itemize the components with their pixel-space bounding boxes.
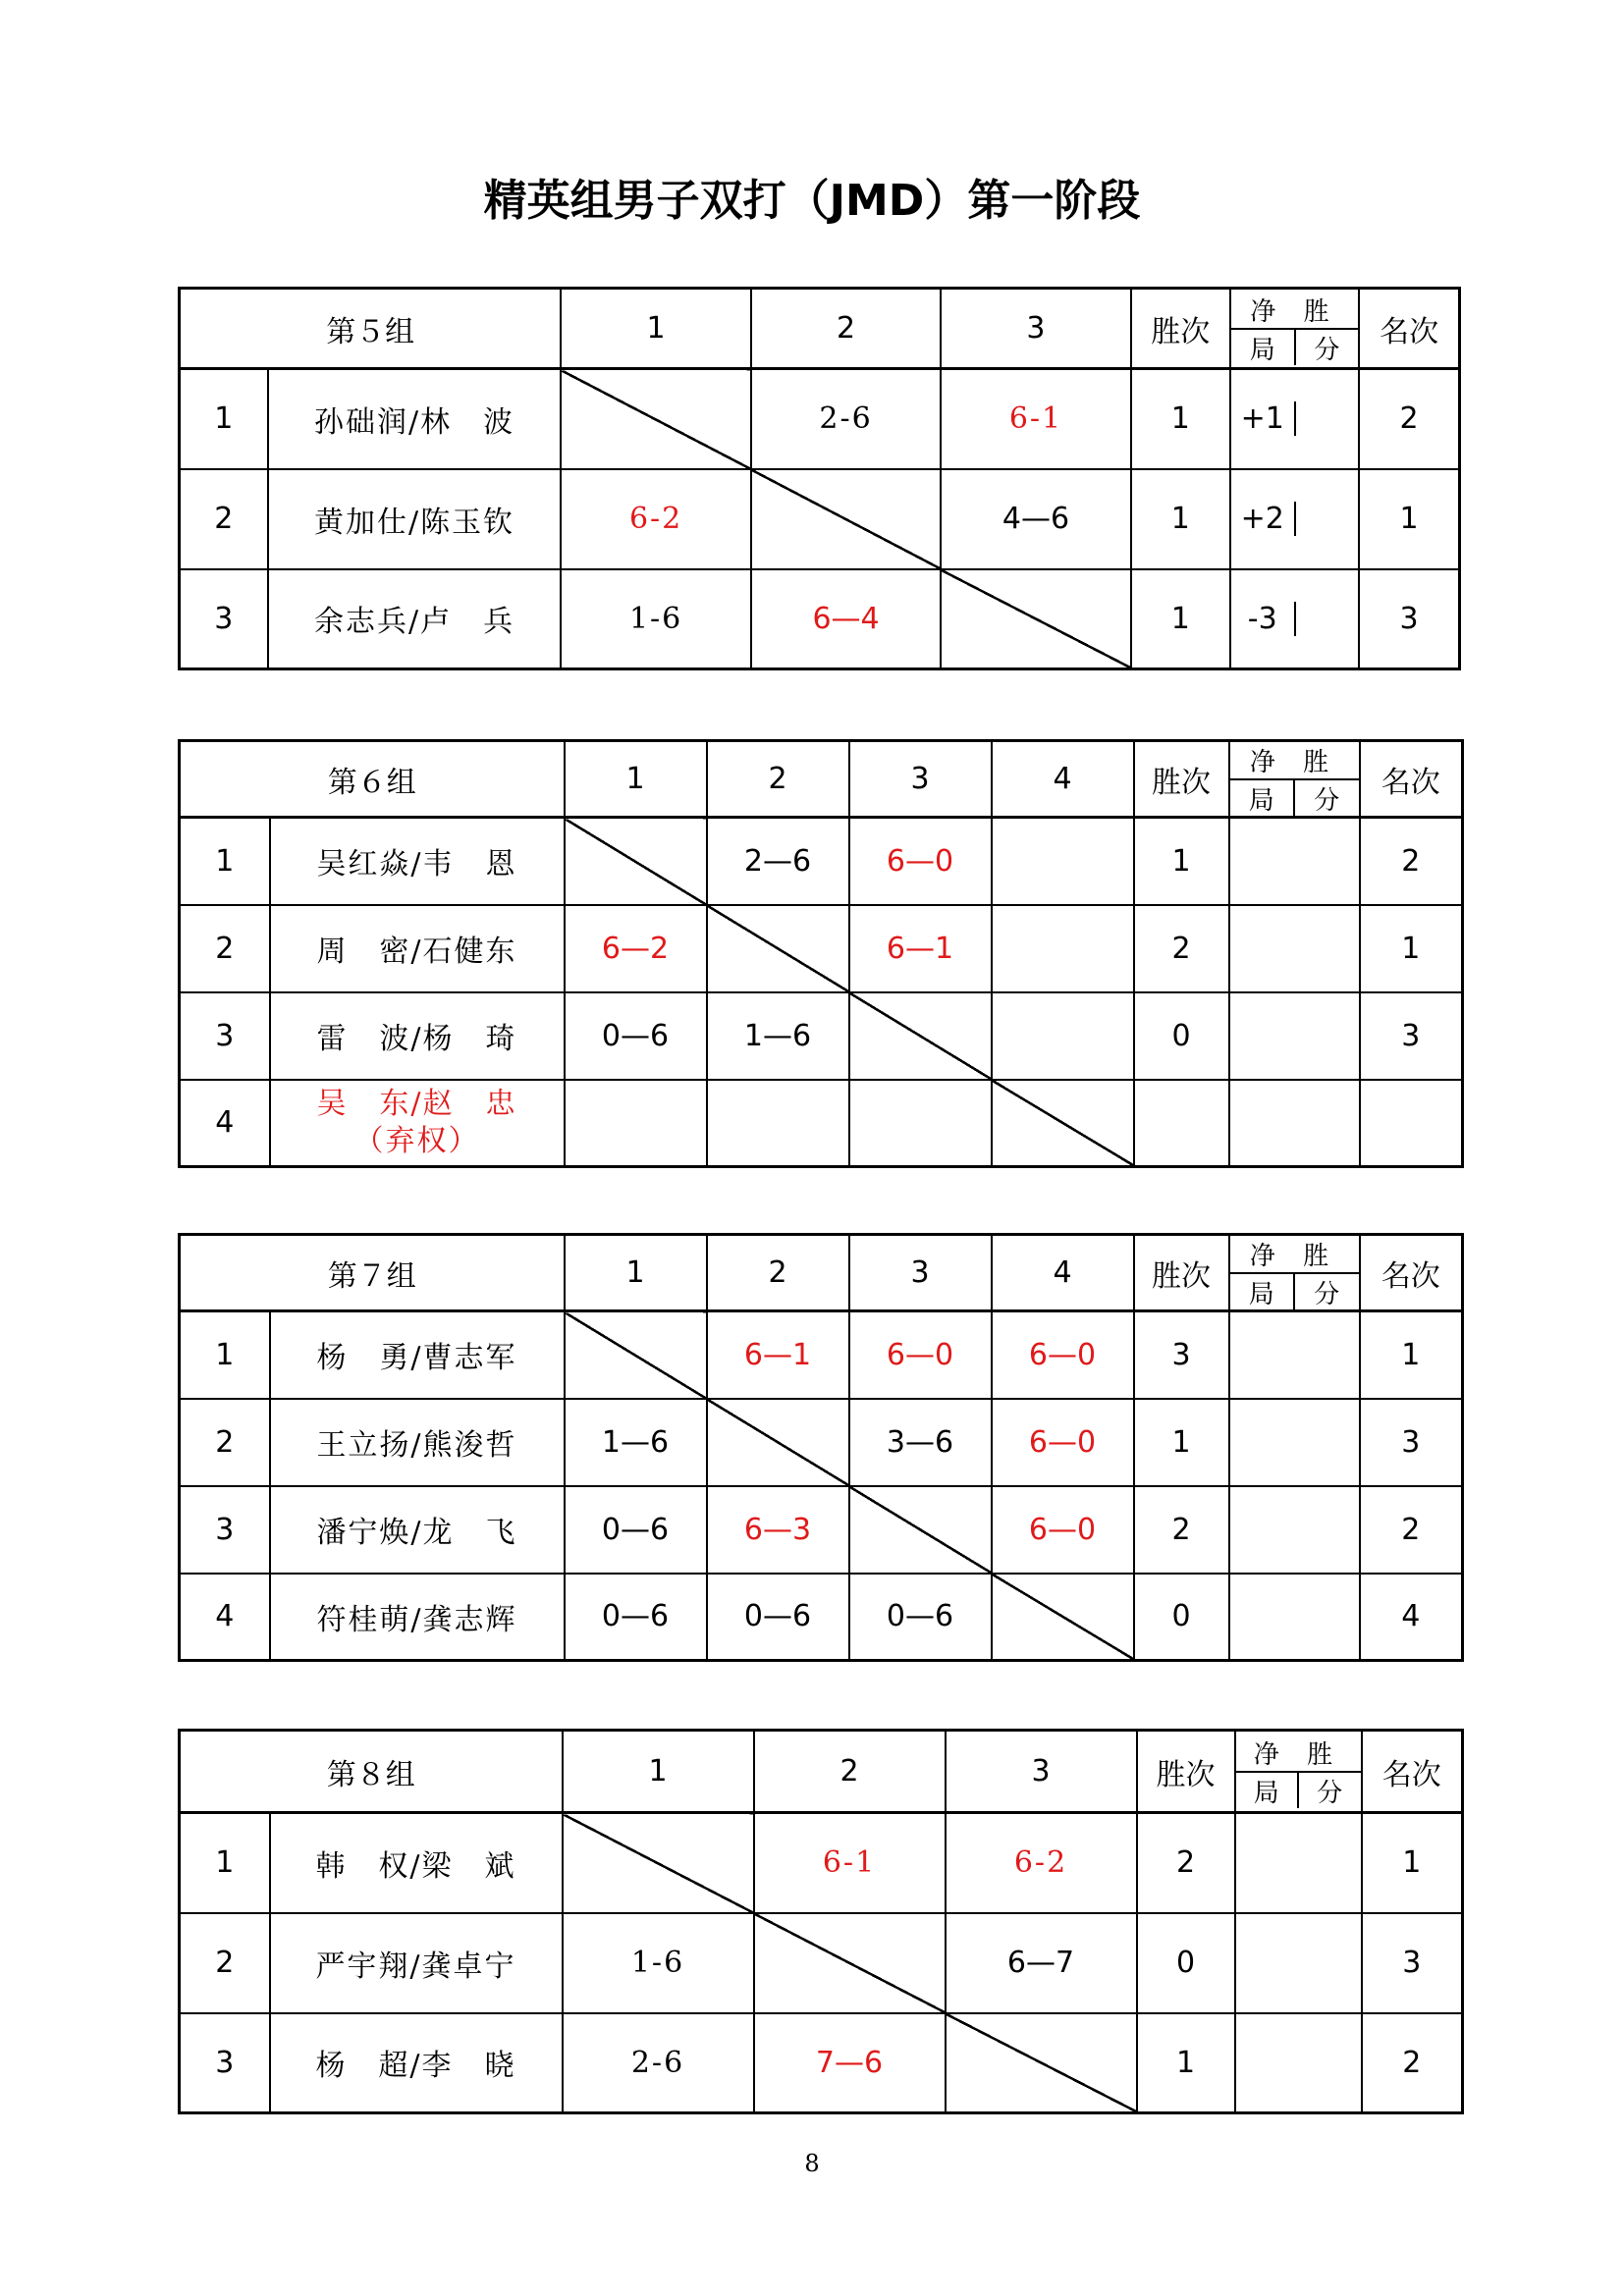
rank-cell: 1 (1362, 1813, 1463, 1913)
rank-cell: 2 (1362, 2013, 1463, 2113)
score-cell: 4—6 (941, 469, 1130, 569)
score-cell: 6—0 (849, 818, 992, 905)
score-cell: 6—4 (751, 569, 941, 669)
team-name: 周 密/石健东 (270, 905, 565, 992)
table-row (180, 1311, 1463, 1399)
row-number: 1 (180, 818, 270, 905)
wins-header: 胜次 (1131, 289, 1230, 369)
team-note: （弃权） (353, 1123, 480, 1158)
net-cell (1229, 1574, 1360, 1661)
team-name: 杨 勇/曹志军 (270, 1311, 565, 1399)
self-cell (992, 1080, 1134, 1167)
rank-cell: 3 (1362, 1913, 1463, 2013)
score-cell (707, 1080, 849, 1167)
row-number: 1 (180, 369, 268, 469)
score-cell: 6-2 (561, 469, 750, 569)
self-cell (565, 1311, 707, 1399)
self-cell (849, 992, 992, 1080)
net-games-cell: +1 (1231, 401, 1296, 436)
net-points-cell (1296, 602, 1359, 636)
score-cell (992, 905, 1134, 992)
table-row (180, 992, 1463, 1080)
net-header-label: 净 胜 (1253, 1740, 1343, 1770)
team-name: 王立扬/熊浚哲 (270, 1399, 565, 1486)
net-cell (1229, 992, 1360, 1080)
rank-cell: 2 (1360, 1486, 1463, 1574)
group-6-table (178, 739, 1464, 1168)
group-title: 第７组 (180, 1235, 565, 1311)
self-cell (561, 369, 750, 469)
wins-cell: 0 (1134, 1574, 1229, 1661)
page-title: 精英组男子双打（JMD）第一阶段 (483, 176, 1141, 226)
net-cell (1230, 369, 1359, 469)
score-cell: 1—6 (565, 1399, 707, 1486)
self-cell (707, 905, 849, 992)
col-header: 4 (992, 1235, 1134, 1311)
wins-header: 胜次 (1134, 741, 1229, 818)
row-number: 4 (180, 1080, 270, 1167)
self-cell (751, 469, 941, 569)
net-header-label: 净 胜 (1250, 297, 1339, 327)
team-name: 杨 超/李 晓 (270, 2013, 563, 2113)
net-cell (1230, 569, 1359, 669)
row-number: 1 (180, 1311, 270, 1399)
net-points-header: 分 (1314, 785, 1340, 816)
score-cell: 0—6 (707, 1574, 849, 1661)
self-cell (946, 2013, 1137, 2113)
score-cell: 6—0 (992, 1399, 1134, 1486)
rank-cell: 4 (1360, 1574, 1463, 1661)
score-cell: 2-6 (563, 2013, 754, 2113)
col-header: 3 (941, 289, 1130, 369)
self-cell (563, 1813, 754, 1913)
net-cell (1235, 1913, 1362, 2013)
self-cell (849, 1486, 992, 1574)
score-cell: 6—1 (707, 1311, 849, 1399)
net-points-header: 分 (1314, 335, 1340, 365)
score-cell: 0—6 (565, 1486, 707, 1574)
net-cell (1229, 818, 1360, 905)
wins-cell: 1 (1131, 369, 1230, 469)
score-cell: 6—7 (946, 1913, 1137, 2013)
col-header: 3 (849, 741, 992, 818)
col-header: 3 (849, 1235, 992, 1311)
wins-cell: 1 (1134, 1399, 1229, 1486)
team-name: 潘宁焕/龙 飞 (270, 1486, 565, 1574)
rank-cell: 3 (1359, 569, 1459, 669)
team-name: 黄加仕/陈玉钦 (268, 469, 562, 569)
col-header: 4 (992, 741, 1134, 818)
self-cell (754, 1913, 946, 2013)
table-row (180, 1080, 1463, 1167)
rank-header: 名次 (1360, 741, 1463, 818)
score-cell: 1-6 (563, 1913, 754, 2013)
wins-cell: 3 (1134, 1311, 1229, 1399)
row-number: 3 (180, 992, 270, 1080)
table-row (180, 2013, 1463, 2113)
score-cell: 6—0 (849, 1311, 992, 1399)
score-cell: 6—3 (707, 1486, 849, 1574)
net-games-header: 局 (1230, 780, 1296, 816)
rank-cell: 3 (1360, 1399, 1463, 1486)
net-games-header: 局 (1231, 330, 1296, 365)
group-5-table (178, 287, 1461, 670)
rank-cell: 3 (1360, 992, 1463, 1080)
group-8-table (178, 1729, 1464, 2114)
row-number: 3 (180, 569, 268, 669)
self-cell (565, 818, 707, 905)
net-cell (1235, 1813, 1362, 1913)
score-cell: 6—0 (992, 1311, 1134, 1399)
net-cell (1229, 1486, 1360, 1574)
table-row (180, 469, 1460, 569)
rank-header: 名次 (1362, 1731, 1463, 1813)
group-title: 第５组 (180, 289, 562, 369)
wins-cell: 2 (1134, 905, 1229, 992)
table-row (180, 1813, 1463, 1913)
net-games-cell: -3 (1231, 602, 1296, 636)
net-header (1230, 289, 1359, 369)
col-header: 1 (561, 289, 750, 369)
group-title: 第６组 (180, 741, 565, 818)
team-name: 严宇翔/龚卓宁 (270, 1913, 563, 2013)
wins-cell: 1 (1134, 818, 1229, 905)
wins-cell (1134, 1080, 1229, 1167)
wins-cell: 0 (1134, 992, 1229, 1080)
score-cell (992, 992, 1134, 1080)
col-header: 2 (707, 741, 849, 818)
score-cell: 0—6 (565, 1574, 707, 1661)
net-cell (1229, 1311, 1360, 1399)
net-cell (1230, 469, 1359, 569)
row-number: 2 (180, 1913, 270, 2013)
row-number: 2 (180, 469, 268, 569)
col-header: 1 (565, 1235, 707, 1311)
col-header: 2 (751, 289, 941, 369)
score-cell: 6—2 (565, 905, 707, 992)
team-name: 孙础润/林 波 (268, 369, 562, 469)
rank-cell: 1 (1360, 1311, 1463, 1399)
table-row (180, 905, 1463, 992)
net-cell (1229, 1399, 1360, 1486)
self-cell (992, 1574, 1134, 1661)
score-cell (992, 818, 1134, 905)
net-header (1229, 741, 1360, 818)
team-name: 雷 波/杨 琦 (270, 992, 565, 1080)
row-number: 1 (180, 1813, 270, 1913)
net-points-header: 分 (1314, 1279, 1340, 1309)
row-number: 3 (180, 2013, 270, 2113)
rank-cell: 1 (1359, 469, 1459, 569)
score-cell: 2-6 (751, 369, 941, 469)
table-row (180, 569, 1460, 669)
wins-header: 胜次 (1137, 1731, 1235, 1813)
score-cell: 6-1 (754, 1813, 946, 1913)
row-number: 2 (180, 905, 270, 992)
score-cell: 7—6 (754, 2013, 946, 2113)
team-name-text: 吴 东/赵 忠 (316, 1086, 517, 1121)
table-row (180, 1913, 1463, 2013)
net-header (1229, 1235, 1360, 1311)
rank-header: 名次 (1359, 289, 1459, 369)
net-points-cell (1296, 401, 1359, 436)
rank-cell: 1 (1360, 905, 1463, 992)
score-cell: 6-1 (941, 369, 1130, 469)
team-name: 余志兵/卢 兵 (268, 569, 562, 669)
table-row (180, 818, 1463, 905)
score-cell: 6—0 (992, 1486, 1134, 1574)
row-number: 4 (180, 1574, 270, 1661)
wins-cell: 0 (1137, 1913, 1235, 2013)
team-name: 韩 权/梁 斌 (270, 1813, 563, 1913)
score-cell: 1-6 (561, 569, 750, 669)
wins-cell: 2 (1137, 1813, 1235, 1913)
net-points-cell (1296, 502, 1359, 536)
net-cell (1235, 2013, 1362, 2113)
net-games-cell: +2 (1231, 502, 1296, 536)
score-cell: 0—6 (565, 992, 707, 1080)
table-row (180, 1486, 1463, 1574)
net-games-header: 局 (1236, 1773, 1300, 1808)
rank-cell: 2 (1360, 818, 1463, 905)
col-header: 3 (946, 1731, 1137, 1813)
net-cell (1229, 1080, 1360, 1167)
wins-header: 胜次 (1134, 1235, 1229, 1311)
team-name: 符桂萌/龚志辉 (270, 1574, 565, 1661)
net-cell (1229, 905, 1360, 992)
team-name: 吴红焱/韦 恩 (270, 818, 565, 905)
score-cell: 6—1 (849, 905, 992, 992)
net-games-header: 局 (1230, 1274, 1296, 1309)
wins-cell: 1 (1131, 569, 1230, 669)
col-header: 2 (754, 1731, 946, 1813)
rank-header: 名次 (1360, 1235, 1463, 1311)
self-cell (707, 1399, 849, 1486)
row-number: 3 (180, 1486, 270, 1574)
score-cell (849, 1080, 992, 1167)
table-row (180, 1399, 1463, 1486)
group-7-table (178, 1233, 1464, 1662)
team-name (270, 1080, 565, 1167)
score-cell (565, 1080, 707, 1167)
group-title: 第８组 (180, 1731, 563, 1813)
rank-cell: 2 (1359, 369, 1459, 469)
net-header-label: 净 胜 (1249, 1242, 1339, 1271)
wins-cell: 2 (1134, 1486, 1229, 1574)
table-row (180, 1574, 1463, 1661)
col-header: 1 (563, 1731, 754, 1813)
score-cell: 6-2 (946, 1813, 1137, 1913)
table-row (180, 369, 1460, 469)
page-number: 8 (804, 2150, 820, 2177)
net-header (1235, 1731, 1362, 1813)
wins-cell: 1 (1137, 2013, 1235, 2113)
row-number: 2 (180, 1399, 270, 1486)
self-cell (941, 569, 1130, 669)
col-header: 2 (707, 1235, 849, 1311)
rank-cell (1360, 1080, 1463, 1167)
wins-cell: 1 (1131, 469, 1230, 569)
score-cell: 1—6 (707, 992, 849, 1080)
score-cell: 0—6 (849, 1574, 992, 1661)
score-cell: 2—6 (707, 818, 849, 905)
net-header-label: 净 胜 (1249, 748, 1339, 777)
net-points-header: 分 (1317, 1778, 1343, 1808)
score-cell: 3—6 (849, 1399, 992, 1486)
col-header: 1 (565, 741, 707, 818)
